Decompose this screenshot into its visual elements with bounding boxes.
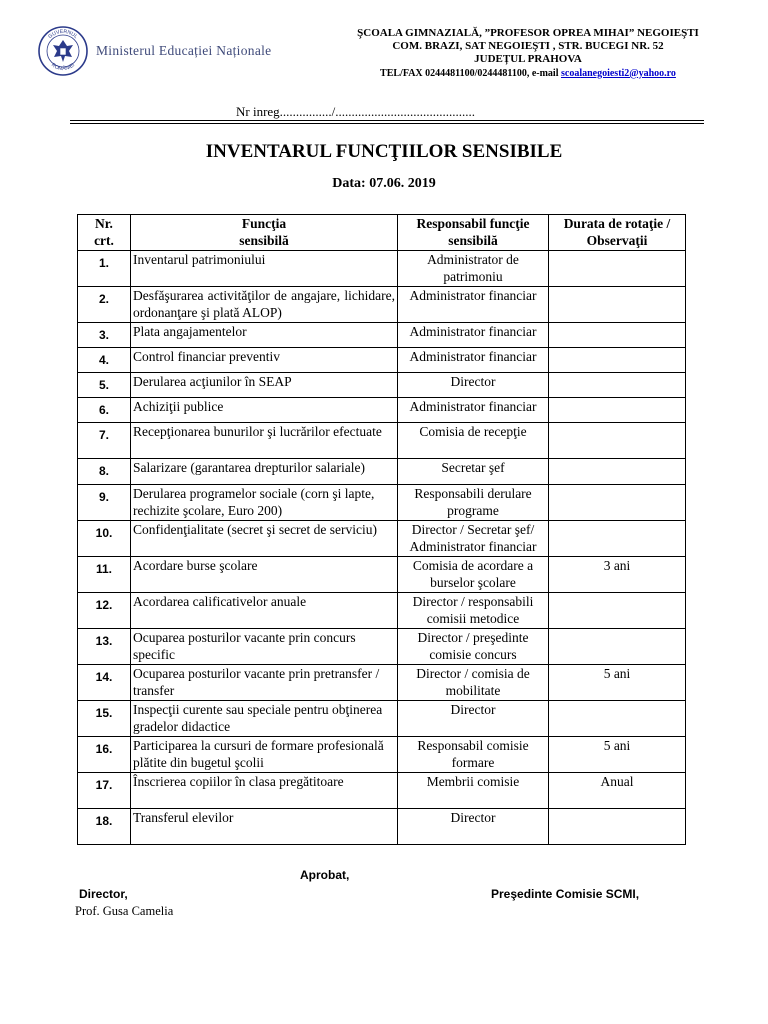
- row-number: 16.: [78, 737, 131, 773]
- row-responsible: Comisia de acordare a burselor şcolare: [398, 557, 549, 593]
- row-function: Participarea la cursuri de formare profesională plătite din bugetul şcolii: [131, 737, 398, 773]
- school-name: ŞCOALA GIMNAZIALĂ, ”PROFESOR OPREA MIHAI” NEGOIEŞTI: [357, 27, 699, 39]
- table-row: [78, 737, 686, 773]
- row-number: 3.: [78, 323, 131, 348]
- row-observations: 5 ani: [549, 665, 686, 701]
- table-row: [78, 287, 686, 323]
- header-nr: Nr. crt.: [78, 215, 131, 251]
- row-responsible: Administrator de patrimoniu: [398, 251, 549, 287]
- row-observations: [549, 287, 686, 323]
- row-function: Desfăşurarea activităţilor de angajare, lichidare, ordonanţare şi plată ALOP): [131, 287, 398, 323]
- row-observations: [549, 521, 686, 557]
- row-responsible: Responsabili derulare programe: [398, 485, 549, 521]
- row-function: Înscrierea copiilor în clasa pregătitoare: [131, 773, 398, 809]
- header-divider: [70, 120, 704, 124]
- row-responsible: Director / Secretar şef/ Administrator financiar: [398, 521, 549, 557]
- row-observations: [549, 423, 686, 459]
- row-observations: 3 ani: [549, 557, 686, 593]
- table-row: [78, 373, 686, 398]
- president-label: Preşedinte Comisie SCMI,: [491, 887, 640, 901]
- row-observations: 5 ani: [549, 737, 686, 773]
- row-observations: [549, 373, 686, 398]
- seal-text-bottom: ROMÂNIEI: [50, 62, 77, 73]
- row-number: 11.: [78, 557, 131, 593]
- school-header: [318, 27, 738, 80]
- row-responsible: Administrator financiar: [398, 323, 549, 348]
- row-responsible: Administrator financiar: [398, 287, 549, 323]
- row-number: 5.: [78, 373, 131, 398]
- row-function: Acordare burse şcolare: [131, 557, 398, 593]
- row-number: 4.: [78, 348, 131, 373]
- table-row: [78, 423, 686, 459]
- school-address: COM. BRAZI, SAT NEGOIEŞTI , STR. BUCEGI NR. 52: [392, 40, 664, 53]
- school-contact: [318, 67, 738, 80]
- row-function: Confidenţialitate (secret şi secret de serviciu): [131, 521, 398, 557]
- table-row: [78, 701, 686, 737]
- table-header-row: [78, 215, 686, 251]
- ministry-name: Ministerul Educației Naționale: [96, 43, 272, 58]
- row-number: 14.: [78, 665, 131, 701]
- header-observations: Durata de rotaţie / Observaţii: [549, 215, 686, 251]
- row-responsible: Comisia de recepţie: [398, 423, 549, 459]
- row-function: Control financiar preventiv: [131, 348, 398, 373]
- table-row: [78, 459, 686, 485]
- row-number: 15.: [78, 701, 131, 737]
- table-row: [78, 323, 686, 348]
- table-row: [78, 398, 686, 423]
- row-observations: [549, 629, 686, 665]
- row-responsible: Administrator financiar: [398, 398, 549, 423]
- document-title: INVENTARUL FUNCŢIILOR SENSIBILE: [205, 141, 563, 162]
- row-observations: Anual: [549, 773, 686, 809]
- row-responsible: Director: [398, 701, 549, 737]
- row-responsible: Director / preşedinte comisie concurs: [398, 629, 549, 665]
- row-observations: [549, 348, 686, 373]
- director-label: Director,: [79, 887, 128, 901]
- row-observations: [549, 485, 686, 521]
- table-body: [78, 251, 686, 845]
- row-observations: [549, 398, 686, 423]
- contact-phone: TEL/FAX 0244481100/0244481100, e-mail: [380, 67, 561, 79]
- row-responsible: Director / responsabili comisii metodice: [398, 593, 549, 629]
- row-responsible: Director: [398, 809, 549, 845]
- registration-number: Nr inreg................/...........................................: [236, 104, 476, 119]
- approved-label: Aprobat,: [300, 868, 350, 882]
- row-number: 10.: [78, 521, 131, 557]
- table-row: [78, 773, 686, 809]
- table-row: [78, 521, 686, 557]
- row-number: 2.: [78, 287, 131, 323]
- row-number: 1.: [78, 251, 131, 287]
- row-responsible: Director: [398, 373, 549, 398]
- row-function: Salarizare (garantarea drepturilor salariale): [131, 459, 398, 485]
- row-function: Transferul elevilor: [131, 809, 398, 845]
- header-responsible: Responsabil funcţie sensibilă: [398, 215, 549, 251]
- row-observations: [549, 701, 686, 737]
- table-row: [78, 485, 686, 521]
- document-date: Data: 07.06. 2019: [332, 176, 436, 191]
- row-function: Achiziţii publice: [131, 398, 398, 423]
- row-function: Derularea programelor sociale (corn şi lapte, rechizite şcolare, Euro 200): [131, 485, 398, 521]
- row-responsible: Administrator financiar: [398, 348, 549, 373]
- table-row: [78, 593, 686, 629]
- row-number: 18.: [78, 809, 131, 845]
- table-row: [78, 665, 686, 701]
- row-observations: [549, 459, 686, 485]
- row-responsible: Secretar şef: [398, 459, 549, 485]
- row-function: Ocuparea posturilor vacante prin concurs specific: [131, 629, 398, 665]
- row-function: Ocuparea posturilor vacante prin pretransfer / transfer: [131, 665, 398, 701]
- government-seal-icon: [38, 26, 88, 76]
- row-responsible: Responsabil comisie formare: [398, 737, 549, 773]
- table-row: [78, 251, 686, 287]
- row-observations: [549, 323, 686, 348]
- table-row: [78, 629, 686, 665]
- sensitive-functions-table: [77, 214, 686, 845]
- row-number: 12.: [78, 593, 131, 629]
- row-function: Inventarul patrimoniului: [131, 251, 398, 287]
- row-responsible: Director / comisia de mobilitate: [398, 665, 549, 701]
- row-function: Acordarea calificativelor anuale: [131, 593, 398, 629]
- row-number: 17.: [78, 773, 131, 809]
- row-number: 8.: [78, 459, 131, 485]
- seal-text-top: GUVERNUL: [47, 28, 79, 40]
- school-county: JUDEȚUL PRAHOVA: [474, 53, 582, 66]
- row-responsible: Membrii comisie: [398, 773, 549, 809]
- row-function: Plata angajamentelor: [131, 323, 398, 348]
- header-function: Funcţia sensibilă: [131, 215, 398, 251]
- row-observations: [549, 593, 686, 629]
- row-observations: [549, 251, 686, 287]
- table-row: [78, 809, 686, 845]
- row-function: Derularea acţiunilor în SEAP: [131, 373, 398, 398]
- row-function: Recepţionarea bunurilor şi lucrărilor efectuate: [131, 423, 398, 459]
- row-number: 7.: [78, 423, 131, 459]
- row-number: 6.: [78, 398, 131, 423]
- email-link[interactable]: scoalanegoiesti2@yahoo.ro: [560, 67, 676, 79]
- row-observations: [549, 809, 686, 845]
- director-name: Prof. Gusa Camelia: [75, 904, 174, 918]
- row-function: Inspecţii curente sau speciale pentru obţinerea gradelor didactice: [131, 701, 398, 737]
- row-number: 13.: [78, 629, 131, 665]
- row-number: 9.: [78, 485, 131, 521]
- table-row: [78, 348, 686, 373]
- table-row: [78, 557, 686, 593]
